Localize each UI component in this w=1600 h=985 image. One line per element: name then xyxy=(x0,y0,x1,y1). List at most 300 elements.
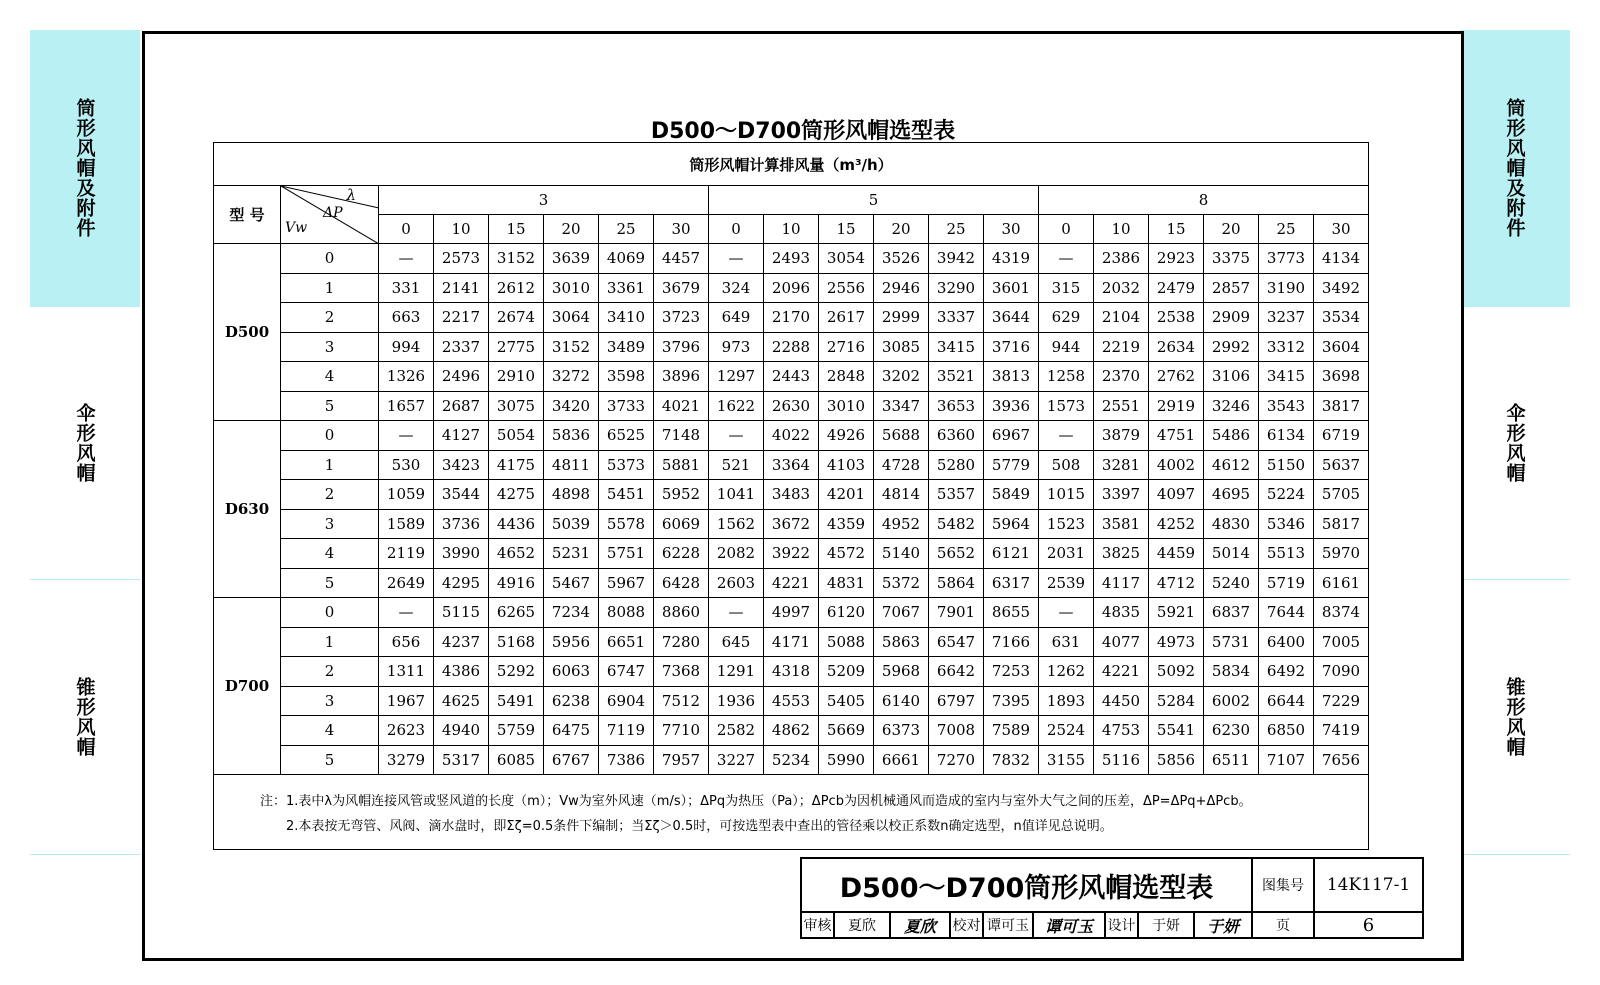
table-cell: 6850 xyxy=(1259,716,1314,746)
table-cell: 631 xyxy=(1039,627,1094,657)
table-row xyxy=(214,657,1369,687)
table-cell: 4652 xyxy=(489,539,544,569)
table-cell: 2649 xyxy=(379,568,434,598)
table-cell: 5881 xyxy=(654,450,709,480)
table-cell: 4811 xyxy=(544,450,599,480)
table-cell: 3544 xyxy=(434,480,489,510)
page-label: 页 xyxy=(1252,912,1314,938)
table-cell: 4952 xyxy=(874,509,929,539)
side-tab-label: 筒形风帽及附件 xyxy=(73,98,96,238)
table-cell: 3817 xyxy=(1314,391,1369,421)
table-cell: 5817 xyxy=(1314,509,1369,539)
wind-speed-cell: 3 xyxy=(281,509,379,539)
table-cell: 3361 xyxy=(599,273,654,303)
table-cell: 6642 xyxy=(929,657,984,687)
table-cell: 4898 xyxy=(544,480,599,510)
table-cell: 3796 xyxy=(654,332,709,362)
table-cell: 2096 xyxy=(764,273,819,303)
table-cell: 6120 xyxy=(819,598,874,628)
table-cell: 6428 xyxy=(654,568,709,598)
wind-speed-cell: 4 xyxy=(281,362,379,392)
wind-speed-cell: 4 xyxy=(281,716,379,746)
table-cell: 645 xyxy=(709,627,764,657)
table-cell: 2617 xyxy=(819,303,874,333)
table-cell: 4973 xyxy=(1149,627,1204,657)
wind-speed-cell: 1 xyxy=(281,273,379,303)
table-cell: 7067 xyxy=(874,598,929,628)
table-cell: 5467 xyxy=(544,568,599,598)
table-cell: 4319 xyxy=(984,244,1039,274)
side-tab-tube-hood[interactable] xyxy=(1460,30,1570,307)
table-cell: 508 xyxy=(1039,450,1094,480)
table-cell: 2082 xyxy=(709,539,764,569)
table-row xyxy=(214,598,1369,628)
table-cell: 3423 xyxy=(434,450,489,480)
side-tab-label: 伞形风帽 xyxy=(1503,403,1526,483)
wind-speed-cell: 5 xyxy=(281,745,379,775)
lambda-symbol: λ xyxy=(346,186,356,204)
table-cell: 2556 xyxy=(819,273,874,303)
wind-speed-cell: 2 xyxy=(281,303,379,333)
table-cell: 6230 xyxy=(1204,716,1259,746)
table-cell: 5209 xyxy=(819,657,874,687)
table-cell: 4457 xyxy=(654,244,709,274)
table-cell: 2496 xyxy=(434,362,489,392)
table-cell: 973 xyxy=(709,332,764,362)
table-cell: 3733 xyxy=(599,391,654,421)
table-cell: 2288 xyxy=(764,332,819,362)
table-cell: 2386 xyxy=(1094,244,1149,274)
table-cell: 4221 xyxy=(764,568,819,598)
wind-speed-cell: 5 xyxy=(281,391,379,421)
table-cell: 2479 xyxy=(1149,273,1204,303)
table-cell: 2909 xyxy=(1204,303,1259,333)
table-cell: 6063 xyxy=(544,657,599,687)
table-cell: 4237 xyxy=(434,627,489,657)
lambda-group-header: 3 xyxy=(379,186,709,215)
table-cell: 3337 xyxy=(929,303,984,333)
table-cell: 5405 xyxy=(819,686,874,716)
table-cell: 6767 xyxy=(544,745,599,775)
table-cell: 4436 xyxy=(489,509,544,539)
table-cell: 5115 xyxy=(434,598,489,628)
table-cell: 2539 xyxy=(1039,568,1094,598)
table-cell: 4926 xyxy=(819,421,874,451)
table-cell: 6511 xyxy=(1204,745,1259,775)
dp-header-cell: 0 xyxy=(709,215,764,244)
table-cell: 5759 xyxy=(489,716,544,746)
table-cell: 3644 xyxy=(984,303,1039,333)
table-cell: 6265 xyxy=(489,598,544,628)
table-cell: 3010 xyxy=(819,391,874,421)
table-cell: 5652 xyxy=(929,539,984,569)
table-cell: — xyxy=(379,244,434,274)
atlas-label: 图集号 xyxy=(1252,858,1314,912)
table-cell: 7005 xyxy=(1314,627,1369,657)
model-cell: D700 xyxy=(214,598,281,775)
table-cell: 3227 xyxy=(709,745,764,775)
table-cell: 3152 xyxy=(544,332,599,362)
table-cell: 5116 xyxy=(1094,745,1149,775)
table-cell: 2775 xyxy=(489,332,544,362)
table-cell: 2919 xyxy=(1149,391,1204,421)
model-cell: D630 xyxy=(214,421,281,598)
table-cell: 6525 xyxy=(599,421,654,451)
dp-header-row xyxy=(214,215,1369,244)
table-cell: 5834 xyxy=(1204,657,1259,687)
table-cell: 3601 xyxy=(984,273,1039,303)
table-cell: 3736 xyxy=(434,509,489,539)
table-cell: 5731 xyxy=(1204,627,1259,657)
table-cell: 4751 xyxy=(1149,421,1204,451)
side-tab-cone-hood[interactable] xyxy=(30,580,140,855)
table-row xyxy=(214,568,1369,598)
wind-speed-cell: 1 xyxy=(281,450,379,480)
table-cell: 7234 xyxy=(544,598,599,628)
table-cell: 6161 xyxy=(1314,568,1369,598)
table-cell: 8374 xyxy=(1314,598,1369,628)
table-cell: 2623 xyxy=(379,716,434,746)
table-cell: 6140 xyxy=(874,686,929,716)
table-cell: 4171 xyxy=(764,627,819,657)
table-cell: 4831 xyxy=(819,568,874,598)
table-cell: 4814 xyxy=(874,480,929,510)
table-cell: 7253 xyxy=(984,657,1039,687)
table-cell: 7270 xyxy=(929,745,984,775)
table-cell: 331 xyxy=(379,273,434,303)
dp-header-cell: 25 xyxy=(929,215,984,244)
table-cell: 3054 xyxy=(819,244,874,274)
table-cell: 2582 xyxy=(709,716,764,746)
table-cell: 7957 xyxy=(654,745,709,775)
table-cell: 5719 xyxy=(1259,568,1314,598)
side-tab-cone-hood[interactable] xyxy=(1460,580,1570,855)
table-cell: 4753 xyxy=(1094,716,1149,746)
table-cell: 8088 xyxy=(599,598,654,628)
table-cell: 5751 xyxy=(599,539,654,569)
dp-header-cell: 15 xyxy=(819,215,874,244)
table-cell: 2443 xyxy=(764,362,819,392)
table-cell: 5140 xyxy=(874,539,929,569)
table-cell: 5921 xyxy=(1149,598,1204,628)
table-cell: 5970 xyxy=(1314,539,1369,569)
note-2: 2.本表按无弯管、风阀、滴水盘时，即Σζ=0.5条件下编制；当Σζ＞0.5时，可按选型表中查出的管径乘以校正系数n确定选型，n值详见总说明。 xyxy=(286,819,1113,834)
wind-speed-cell: 0 xyxy=(281,598,379,628)
table-cell: 5054 xyxy=(489,421,544,451)
table-cell: 663 xyxy=(379,303,434,333)
wind-speed-cell: 4 xyxy=(281,539,379,569)
table-cell: 2031 xyxy=(1039,539,1094,569)
check-name: 谭可玉 xyxy=(983,912,1033,938)
dp-header-cell: 25 xyxy=(1259,215,1314,244)
table-cell: 3281 xyxy=(1094,450,1149,480)
table-row xyxy=(214,244,1369,274)
review-name: 夏欣 xyxy=(834,912,890,938)
table-cell: 3679 xyxy=(654,273,709,303)
table-cell: 6904 xyxy=(599,686,654,716)
table-cell: 2032 xyxy=(1094,273,1149,303)
table-cell: 5964 xyxy=(984,509,1039,539)
table-cell: 5967 xyxy=(599,568,654,598)
table-cell: 2634 xyxy=(1149,332,1204,362)
table-cell: 3190 xyxy=(1259,273,1314,303)
table-cell: 3716 xyxy=(984,332,1039,362)
table-cell: 2524 xyxy=(1039,716,1094,746)
table-cell: 5039 xyxy=(544,509,599,539)
table-cell: 4069 xyxy=(599,244,654,274)
table-cell: 4175 xyxy=(489,450,544,480)
table-cell: — xyxy=(1039,421,1094,451)
table-cell: 2992 xyxy=(1204,332,1259,362)
table-cell: 3237 xyxy=(1259,303,1314,333)
table-cell: 5168 xyxy=(489,627,544,657)
dp-header-cell: 20 xyxy=(874,215,929,244)
table-row xyxy=(214,450,1369,480)
diagonal-header xyxy=(281,186,379,244)
table-cell: 4252 xyxy=(1149,509,1204,539)
title-block-title: D500～D700筒形风帽选型表 xyxy=(801,858,1252,912)
table-cell: 6547 xyxy=(929,627,984,657)
table-cell: 5637 xyxy=(1314,450,1369,480)
lambda-group-header: 8 xyxy=(1039,186,1369,215)
table-cell: 7419 xyxy=(1314,716,1369,746)
table-cell: 4221 xyxy=(1094,657,1149,687)
table-cell: 3312 xyxy=(1259,332,1314,362)
table-cell: 4940 xyxy=(434,716,489,746)
table-cell: 7901 xyxy=(929,598,984,628)
table-cell: 5849 xyxy=(984,480,1039,510)
wind-speed-cell: 0 xyxy=(281,244,379,274)
check-signature: 谭可玉 xyxy=(1033,912,1105,938)
table-cell: 7008 xyxy=(929,716,984,746)
table-cell: 4612 xyxy=(1204,450,1259,480)
table-cell: 2762 xyxy=(1149,362,1204,392)
table-cell: 3653 xyxy=(929,391,984,421)
table-cell: 2170 xyxy=(764,303,819,333)
side-tab-label: 锥形风帽 xyxy=(73,677,96,757)
table-cell: 3010 xyxy=(544,273,599,303)
table-cell: 5346 xyxy=(1259,509,1314,539)
table-cell: 2104 xyxy=(1094,303,1149,333)
dp-header-cell: 30 xyxy=(1314,215,1369,244)
table-cell: 7589 xyxy=(984,716,1039,746)
table-cell: 5486 xyxy=(1204,421,1259,451)
table-cell: 3155 xyxy=(1039,745,1094,775)
table-cell: 7832 xyxy=(984,745,1039,775)
table-cell: 4862 xyxy=(764,716,819,746)
left-sidebar xyxy=(30,30,140,855)
table-cell: 6317 xyxy=(984,568,1039,598)
table-cell: 4712 xyxy=(1149,568,1204,598)
dp-header-cell: 10 xyxy=(434,215,489,244)
table-cell: 3420 xyxy=(544,391,599,421)
table-cell: 5224 xyxy=(1259,480,1314,510)
table-cell: 2923 xyxy=(1149,244,1204,274)
dp-header-cell: 20 xyxy=(544,215,599,244)
table-cell: 3347 xyxy=(874,391,929,421)
table-row xyxy=(214,480,1369,510)
table-cell: 5952 xyxy=(654,480,709,510)
table-cell: 5482 xyxy=(929,509,984,539)
table-cell: 2538 xyxy=(1149,303,1204,333)
table-cell: 2946 xyxy=(874,273,929,303)
side-tab-tube-hood[interactable] xyxy=(30,30,140,307)
dp-header-cell: 25 xyxy=(599,215,654,244)
table-cell: 5956 xyxy=(544,627,599,657)
side-tab-label: 锥形风帽 xyxy=(1503,677,1526,757)
table-cell: 629 xyxy=(1039,303,1094,333)
table-cell: 3698 xyxy=(1314,362,1369,392)
table-cell: 6719 xyxy=(1314,421,1369,451)
page-title: D500～D700筒形风帽选型表 xyxy=(650,119,956,144)
table-cell: 4359 xyxy=(819,509,874,539)
table-cell: 3085 xyxy=(874,332,929,362)
table-cell: 3672 xyxy=(764,509,819,539)
table-cell: 944 xyxy=(1039,332,1094,362)
side-tab-label: 伞形风帽 xyxy=(73,403,96,483)
table-caption: 筒形风帽计算排风量（m³/h） xyxy=(214,143,1369,186)
table-cell: 3922 xyxy=(764,539,819,569)
table-cell: 7166 xyxy=(984,627,1039,657)
vw-symbol: Vw xyxy=(285,220,308,236)
table-cell: 3375 xyxy=(1204,244,1259,274)
table-cell: 6651 xyxy=(599,627,654,657)
dp-header-cell: 15 xyxy=(1149,215,1204,244)
table-cell: 5669 xyxy=(819,716,874,746)
table-cell: 1041 xyxy=(709,480,764,510)
dp-symbol: ΔP xyxy=(323,205,343,221)
table-cell: 8655 xyxy=(984,598,1039,628)
table-row xyxy=(214,273,1369,303)
dp-header-cell: 20 xyxy=(1204,215,1259,244)
table-cell: 3246 xyxy=(1204,391,1259,421)
table-cell: 7107 xyxy=(1259,745,1314,775)
page-number: 6 xyxy=(1314,912,1423,938)
table-cell: 4625 xyxy=(434,686,489,716)
table-cell: 4386 xyxy=(434,657,489,687)
table-row xyxy=(214,362,1369,392)
table-cell: 2219 xyxy=(1094,332,1149,362)
table-cell: — xyxy=(709,244,764,274)
design-label: 设计 xyxy=(1105,912,1138,938)
table-cell: 5451 xyxy=(599,480,654,510)
dp-header-cell: 30 xyxy=(654,215,709,244)
table-cell: 3106 xyxy=(1204,362,1259,392)
dp-header-cell: 15 xyxy=(489,215,544,244)
table-cell: 3581 xyxy=(1094,509,1149,539)
table-cell: 5863 xyxy=(874,627,929,657)
table-cell: 5150 xyxy=(1259,450,1314,480)
table-cell: 5240 xyxy=(1204,568,1259,598)
table-cell: 5541 xyxy=(1149,716,1204,746)
table-cell: — xyxy=(379,598,434,628)
table-cell: 3272 xyxy=(544,362,599,392)
dp-header-cell: 10 xyxy=(1094,215,1149,244)
table-cell: 5014 xyxy=(1204,539,1259,569)
table-row xyxy=(214,332,1369,362)
table-cell: 7280 xyxy=(654,627,709,657)
table-cell: 315 xyxy=(1039,273,1094,303)
table-cell: 6069 xyxy=(654,509,709,539)
table-cell: 5779 xyxy=(984,450,1039,480)
wind-speed-cell: 2 xyxy=(281,480,379,510)
table-cell: 2716 xyxy=(819,332,874,362)
side-tab-umbrella-hood[interactable] xyxy=(1460,307,1570,580)
table-cell: — xyxy=(709,598,764,628)
table-cell: 4916 xyxy=(489,568,544,598)
table-cell: 3364 xyxy=(764,450,819,480)
table-cell: 3410 xyxy=(599,303,654,333)
table-row xyxy=(214,686,1369,716)
table-cell: 5292 xyxy=(489,657,544,687)
table-cell: 3492 xyxy=(1314,273,1369,303)
table-cell: 4117 xyxy=(1094,568,1149,598)
notes xyxy=(214,775,1369,850)
table-cell: 6644 xyxy=(1259,686,1314,716)
table-cell: 1562 xyxy=(709,509,764,539)
dp-header-cell: 0 xyxy=(379,215,434,244)
table-cell: 5373 xyxy=(599,450,654,480)
table-cell: 2630 xyxy=(764,391,819,421)
wind-speed-cell: 1 xyxy=(281,627,379,657)
table-cell: 5284 xyxy=(1149,686,1204,716)
table-cell: 1015 xyxy=(1039,480,1094,510)
table-cell: 3598 xyxy=(599,362,654,392)
table-cell: 4077 xyxy=(1094,627,1149,657)
table-cell: 1893 xyxy=(1039,686,1094,716)
design-name: 于妍 xyxy=(1138,912,1194,938)
table-cell: 6475 xyxy=(544,716,599,746)
table-cell: 3152 xyxy=(489,244,544,274)
table-cell: 5491 xyxy=(489,686,544,716)
table-row xyxy=(214,627,1369,657)
dp-header-cell: 30 xyxy=(984,215,1039,244)
table-cell: 2910 xyxy=(489,362,544,392)
table-cell: 6837 xyxy=(1204,598,1259,628)
table-cell: 2370 xyxy=(1094,362,1149,392)
side-tab-umbrella-hood[interactable] xyxy=(30,307,140,580)
table-row xyxy=(214,716,1369,746)
table-cell: 4997 xyxy=(764,598,819,628)
table-cell: 1262 xyxy=(1039,657,1094,687)
table-cell: 5688 xyxy=(874,421,929,451)
table-cell: 4459 xyxy=(1149,539,1204,569)
table-cell: 1326 xyxy=(379,362,434,392)
table-cell: 3723 xyxy=(654,303,709,333)
table-cell: — xyxy=(709,421,764,451)
table-cell: — xyxy=(1039,598,1094,628)
table-cell: 1258 xyxy=(1039,362,1094,392)
table-cell: 4103 xyxy=(819,450,874,480)
table-cell: 3813 xyxy=(984,362,1039,392)
table-cell: 6492 xyxy=(1259,657,1314,687)
wind-speed-cell: 5 xyxy=(281,568,379,598)
table-cell: 3896 xyxy=(654,362,709,392)
table-cell: 5864 xyxy=(929,568,984,598)
wind-speed-cell: 3 xyxy=(281,332,379,362)
table-cell: 4275 xyxy=(489,480,544,510)
review-label: 审核 xyxy=(801,912,834,938)
table-cell: 2337 xyxy=(434,332,489,362)
table-row xyxy=(214,303,1369,333)
table-cell: 1573 xyxy=(1039,391,1094,421)
table-cell: 6373 xyxy=(874,716,929,746)
table-cell: 1657 xyxy=(379,391,434,421)
table-cell: 2603 xyxy=(709,568,764,598)
check-label: 校对 xyxy=(950,912,983,938)
atlas-number: 14K117-1 xyxy=(1314,858,1423,912)
table-cell: 6967 xyxy=(984,421,1039,451)
